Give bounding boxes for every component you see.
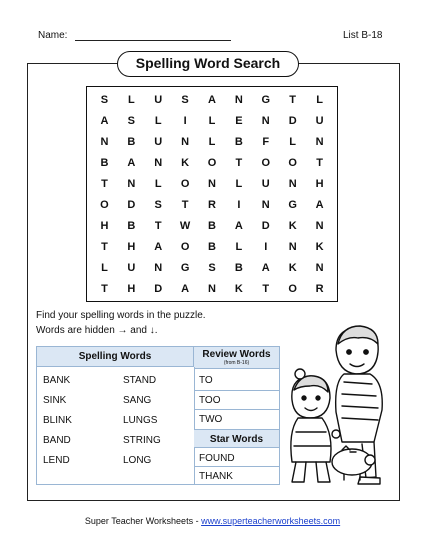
grid-letter: L xyxy=(127,93,135,106)
grid-letter: O xyxy=(180,240,190,253)
grid-letter: N xyxy=(154,261,163,274)
grid-letter: N xyxy=(208,282,216,295)
grid-letter: O xyxy=(180,177,190,190)
grid-letter: O xyxy=(288,156,297,169)
grid-letter: S xyxy=(154,198,162,211)
grid-letter: L xyxy=(154,177,162,190)
grid-letter: T xyxy=(262,282,270,295)
review-words-header xyxy=(194,347,279,369)
spelling-word: LEND xyxy=(43,455,70,466)
grid-letter: E xyxy=(235,114,243,127)
footer xyxy=(0,516,425,526)
grid-letter: T xyxy=(181,198,189,211)
grid-letter: K xyxy=(234,282,243,295)
grid-letter: U xyxy=(154,93,163,106)
grid-letter: B xyxy=(234,261,243,274)
grid-letter: N xyxy=(127,177,136,190)
word-search-grid xyxy=(86,86,338,302)
grid-letter: G xyxy=(288,198,297,211)
grid-letter: S xyxy=(127,114,135,127)
star-words-header: Star Words xyxy=(194,429,279,448)
grid-letter: N xyxy=(315,135,324,148)
name-line xyxy=(75,40,231,41)
grid-letter: H xyxy=(127,240,136,253)
instruction-line-2: Words are hidden → and ↓. xyxy=(36,325,158,336)
grid-letter: D xyxy=(127,198,136,211)
review-words-title: Review Words xyxy=(202,349,271,360)
page-title: Spelling Word Search xyxy=(117,51,299,77)
grid-letter: A xyxy=(315,198,324,211)
grid-letter: F xyxy=(262,135,270,148)
grid-letter: L xyxy=(101,261,108,274)
grid-letter: A xyxy=(100,114,109,127)
grid-letter: D xyxy=(288,114,297,127)
grid-letter: H xyxy=(127,282,136,295)
grid-letter: L xyxy=(208,114,216,127)
spelling-word: SINK xyxy=(43,395,67,406)
grid-letter: N xyxy=(261,114,270,127)
grid-letter: N xyxy=(315,261,324,274)
grid-letter: I xyxy=(237,198,241,211)
spelling-word: LONG xyxy=(123,455,152,466)
grid-letter: O xyxy=(207,156,217,169)
grid-letter: D xyxy=(154,282,163,295)
grid-letter: T xyxy=(101,177,108,190)
grid-letter: O xyxy=(261,156,271,169)
review-word: TWO xyxy=(199,414,223,425)
instruction-line-1: Find your spelling words in the puzzle. xyxy=(36,310,206,321)
grid-letter: W xyxy=(179,219,191,232)
grid-letter: B xyxy=(127,219,136,232)
footer-link[interactable]: www.superteacherworksheets.com xyxy=(201,516,341,526)
grid-letter: R xyxy=(315,282,324,295)
grid-letter: O xyxy=(100,198,109,211)
grid-letter: B xyxy=(100,156,109,169)
grid-letter: L xyxy=(208,135,216,148)
grid-letter: S xyxy=(100,93,109,106)
grid-letter: T xyxy=(101,282,108,295)
grid-letter: S xyxy=(208,261,216,274)
grid-letter: U xyxy=(127,261,136,274)
grid-letter: K xyxy=(288,261,297,274)
grid-letter: N xyxy=(288,177,297,190)
grid-letter: N xyxy=(181,135,190,148)
grid-letter: A xyxy=(181,282,190,295)
grid-letter: T xyxy=(235,156,243,169)
spelling-word: SANG xyxy=(123,395,152,406)
grid-letter: I xyxy=(183,114,187,127)
star-word: FOUND xyxy=(199,453,235,464)
grid-letter: U xyxy=(315,114,324,127)
grid-letter: A xyxy=(234,219,243,232)
spelling-word: STAND xyxy=(123,375,157,386)
grid-letter: L xyxy=(316,93,323,106)
grid-letter: A xyxy=(127,156,136,169)
grid-letter: T xyxy=(316,156,323,169)
spelling-word: STRING xyxy=(123,435,161,446)
grid-letter: N xyxy=(208,177,216,190)
grid-letter: U xyxy=(154,135,163,148)
grid-letter: L xyxy=(289,135,297,148)
grid-letter: A xyxy=(261,261,270,274)
spelling-words-header: Spelling Words xyxy=(37,347,194,367)
grid-letter: B xyxy=(127,135,136,148)
grid-letter: I xyxy=(264,240,268,253)
grid-letter: T xyxy=(154,219,162,232)
grid-letter: N xyxy=(234,93,243,106)
grid-letter: N xyxy=(100,135,109,148)
star-word: THANK xyxy=(199,471,233,482)
list-label: List B-18 xyxy=(343,30,383,41)
name-label: Name: xyxy=(38,30,68,41)
grid-letter: B xyxy=(234,135,243,148)
grid-letter: B xyxy=(208,240,216,253)
spelling-word: BANK xyxy=(43,375,71,386)
review-word: TO xyxy=(199,375,213,386)
grid-letter: K xyxy=(288,219,297,232)
spelling-word: LUNGS xyxy=(123,415,158,426)
grid-letter: K xyxy=(315,240,324,253)
children-with-piggy-bank-illustration xyxy=(286,322,396,492)
grid-letter: G xyxy=(180,261,190,274)
grid-letter: R xyxy=(208,198,216,211)
grid-letter: N xyxy=(261,198,270,211)
grid-letter: T xyxy=(289,93,297,106)
grid-letter: A xyxy=(154,240,163,253)
footer-prefix: Super Teacher Worksheets - xyxy=(84,516,202,526)
row-divider xyxy=(194,409,279,410)
row-divider xyxy=(194,466,279,467)
grid-letter: U xyxy=(261,177,270,190)
spelling-word: BLINK xyxy=(43,415,72,426)
grid-letter: D xyxy=(261,219,270,232)
grid-letter: H xyxy=(100,219,109,232)
grid-letter: N xyxy=(288,240,297,253)
grid-letter: B xyxy=(208,219,216,232)
review-word: TOO xyxy=(199,395,221,406)
grid-letter: N xyxy=(315,219,324,232)
grid-letter: L xyxy=(154,114,162,127)
row-divider xyxy=(194,390,279,391)
grid-letter: L xyxy=(235,177,243,190)
grid-letter: G xyxy=(261,93,271,106)
grid-letter: S xyxy=(181,93,189,106)
grid-letter: N xyxy=(154,156,163,169)
grid-letter: T xyxy=(101,240,108,253)
review-words-subtitle: (from B-16) xyxy=(223,360,250,366)
grid-letter: H xyxy=(315,177,324,190)
grid-letter: K xyxy=(181,156,190,169)
spelling-word: BAND xyxy=(43,435,71,446)
word-table xyxy=(36,346,280,485)
grid-letter: O xyxy=(288,282,297,295)
grid-letter: L xyxy=(235,240,243,253)
grid-letter: A xyxy=(208,93,216,106)
